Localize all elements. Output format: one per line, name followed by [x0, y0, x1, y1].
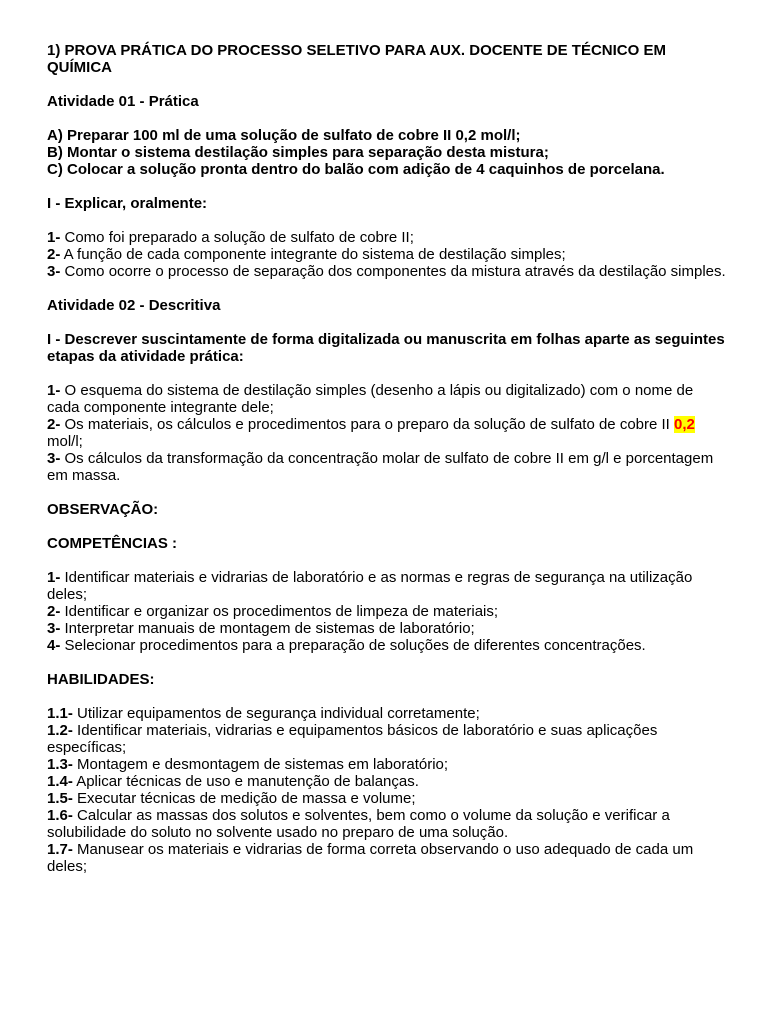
spacer [47, 484, 727, 501]
item-text: Identificar materiais e vidrarias de laboratório e as normas e regras de segurança na utilização deles; [47, 569, 693, 603]
item-text: Montagem e desmontagem de sistemas em laboratório; [72, 756, 449, 773]
question-number: 3- [47, 450, 61, 467]
habilidade-item-1-1 [47, 705, 727, 722]
item-number: 1.4- [47, 773, 73, 790]
question-text: A função de cada componente integrante do sistema de destilação simples; [60, 246, 566, 263]
question-number: 2- [47, 416, 61, 433]
item-number: 1.1- [47, 705, 73, 722]
competencia-item-2 [47, 603, 727, 620]
question-text: Como foi preparado a solução de sulfato de cobre II; [60, 229, 414, 246]
item-text: Calcular as massas dos solutos e solventes, bem como o volume da solução e verificar a solubilidade do soluto no solvente usado no preparo de uma solução. [47, 807, 670, 841]
competencia-item-1 [47, 569, 727, 603]
item-number: 1.2- [47, 722, 73, 739]
question-text-end: mol/l; [47, 433, 83, 450]
atividade-01-heading: Atividade 01 - Prática [47, 93, 199, 110]
spacer [47, 110, 727, 127]
atividade-01-question-2 [47, 246, 727, 263]
competencia-item-3 [47, 620, 727, 637]
document-page [47, 42, 727, 875]
atividade-01-subheading: I - Explicar, oralmente: [47, 195, 208, 212]
habilidade-item-1-3 [47, 756, 727, 773]
atividade-02-heading: Atividade 02 - Descritiva [47, 297, 221, 314]
habilidade-item-1-5 [47, 790, 727, 807]
item-text: Identificar materiais, vidrarias e equipamentos básicos de laboratório e suas aplicações específicas; [47, 722, 658, 756]
item-text: Utilizar equipamentos de segurança individual corretamente; [72, 705, 480, 722]
atividade-02-subheading: I - Descrever suscintamente de forma digitalizada ou manuscrita em folhas aparte as seguintes etapas da atividade prática: [47, 331, 725, 365]
competencia-item-4 [47, 637, 727, 654]
habilidade-item-1-4 [47, 773, 727, 790]
item-number: 1.7- [47, 841, 73, 858]
item-text: Manusear os materiais e vidrarias de forma correta observando o uso adequado de cada um deles; [47, 841, 694, 875]
habilidades-heading: HABILIDADES: [47, 671, 155, 688]
spacer [47, 314, 727, 331]
question-text: Os materiais, os cálculos e procedimentos para o preparo da solução de sulfato de cobre II [60, 416, 675, 433]
spacer [47, 212, 727, 229]
atividade-01-question-3 [47, 263, 727, 280]
spacer [47, 688, 727, 705]
atividade-01-question-1 [47, 229, 727, 246]
item-number: 2- [47, 603, 61, 620]
atividade-01-item-a: A) Preparar 100 ml de uma solução de sulfato de cobre II 0,2 mol/l; [47, 127, 521, 144]
atividade-02-question-1 [47, 382, 727, 416]
item-number: 1.3- [47, 756, 73, 773]
document-title: 1) PROVA PRÁTICA DO PROCESSO SELETIVO PARA AUX. DOCENTE DE TÉCNICO EM QUÍMICA [47, 42, 666, 76]
spacer [47, 178, 727, 195]
spacer [47, 518, 727, 535]
spacer [47, 365, 727, 382]
item-text: Executar técnicas de medição de massa e volume; [72, 790, 416, 807]
atividade-02-question-2 [47, 416, 727, 450]
competencias-heading: COMPETÊNCIAS : [47, 535, 178, 552]
item-number: 1- [47, 569, 61, 586]
item-number: 4- [47, 637, 61, 654]
item-text: Interpretar manuais de montagem de sistemas de laboratório; [60, 620, 475, 637]
spacer [47, 552, 727, 569]
item-number: 3- [47, 620, 61, 637]
item-number: 1.6- [47, 807, 73, 824]
spacer [47, 280, 727, 297]
question-number: 3- [47, 263, 61, 280]
item-text: Identificar e organizar os procedimentos de limpeza de materiais; [60, 603, 499, 620]
question-number: 2- [47, 246, 61, 263]
spacer [47, 654, 727, 671]
habilidade-item-1-7 [47, 841, 727, 875]
habilidade-item-1-2 [47, 722, 727, 756]
atividade-01-item-c: C) Colocar a solução pronta dentro do balão com adição de 4 caquinhos de porcelana. [47, 161, 665, 178]
atividade-01-item-b: B) Montar o sistema destilação simples para separação desta mistura; [47, 144, 549, 161]
item-number: 1.5- [47, 790, 73, 807]
question-number: 1- [47, 382, 61, 399]
spacer [47, 76, 727, 93]
question-text: Os cálculos da transformação da concentração molar de sulfato de cobre II em g/l e porcentagem em massa. [47, 450, 714, 484]
item-text: Selecionar procedimentos para a preparação de soluções de diferentes concentrações. [60, 637, 646, 654]
question-number: 1- [47, 229, 61, 246]
atividade-02-question-3 [47, 450, 727, 484]
item-text: Aplicar técnicas de uso e manutenção de balanças. [72, 773, 419, 790]
question-text: O esquema do sistema de destilação simples (desenho a lápis ou digitalizado) com o nome de cada componente integrante dele; [47, 382, 694, 416]
question-text: Como ocorre o processo de separação dos componentes da mistura através da destilação simples. [60, 263, 726, 280]
observacao-heading: OBSERVAÇÃO: [47, 501, 159, 518]
highlighted-value: 0,2 [674, 416, 695, 433]
habilidade-item-1-6 [47, 807, 727, 841]
